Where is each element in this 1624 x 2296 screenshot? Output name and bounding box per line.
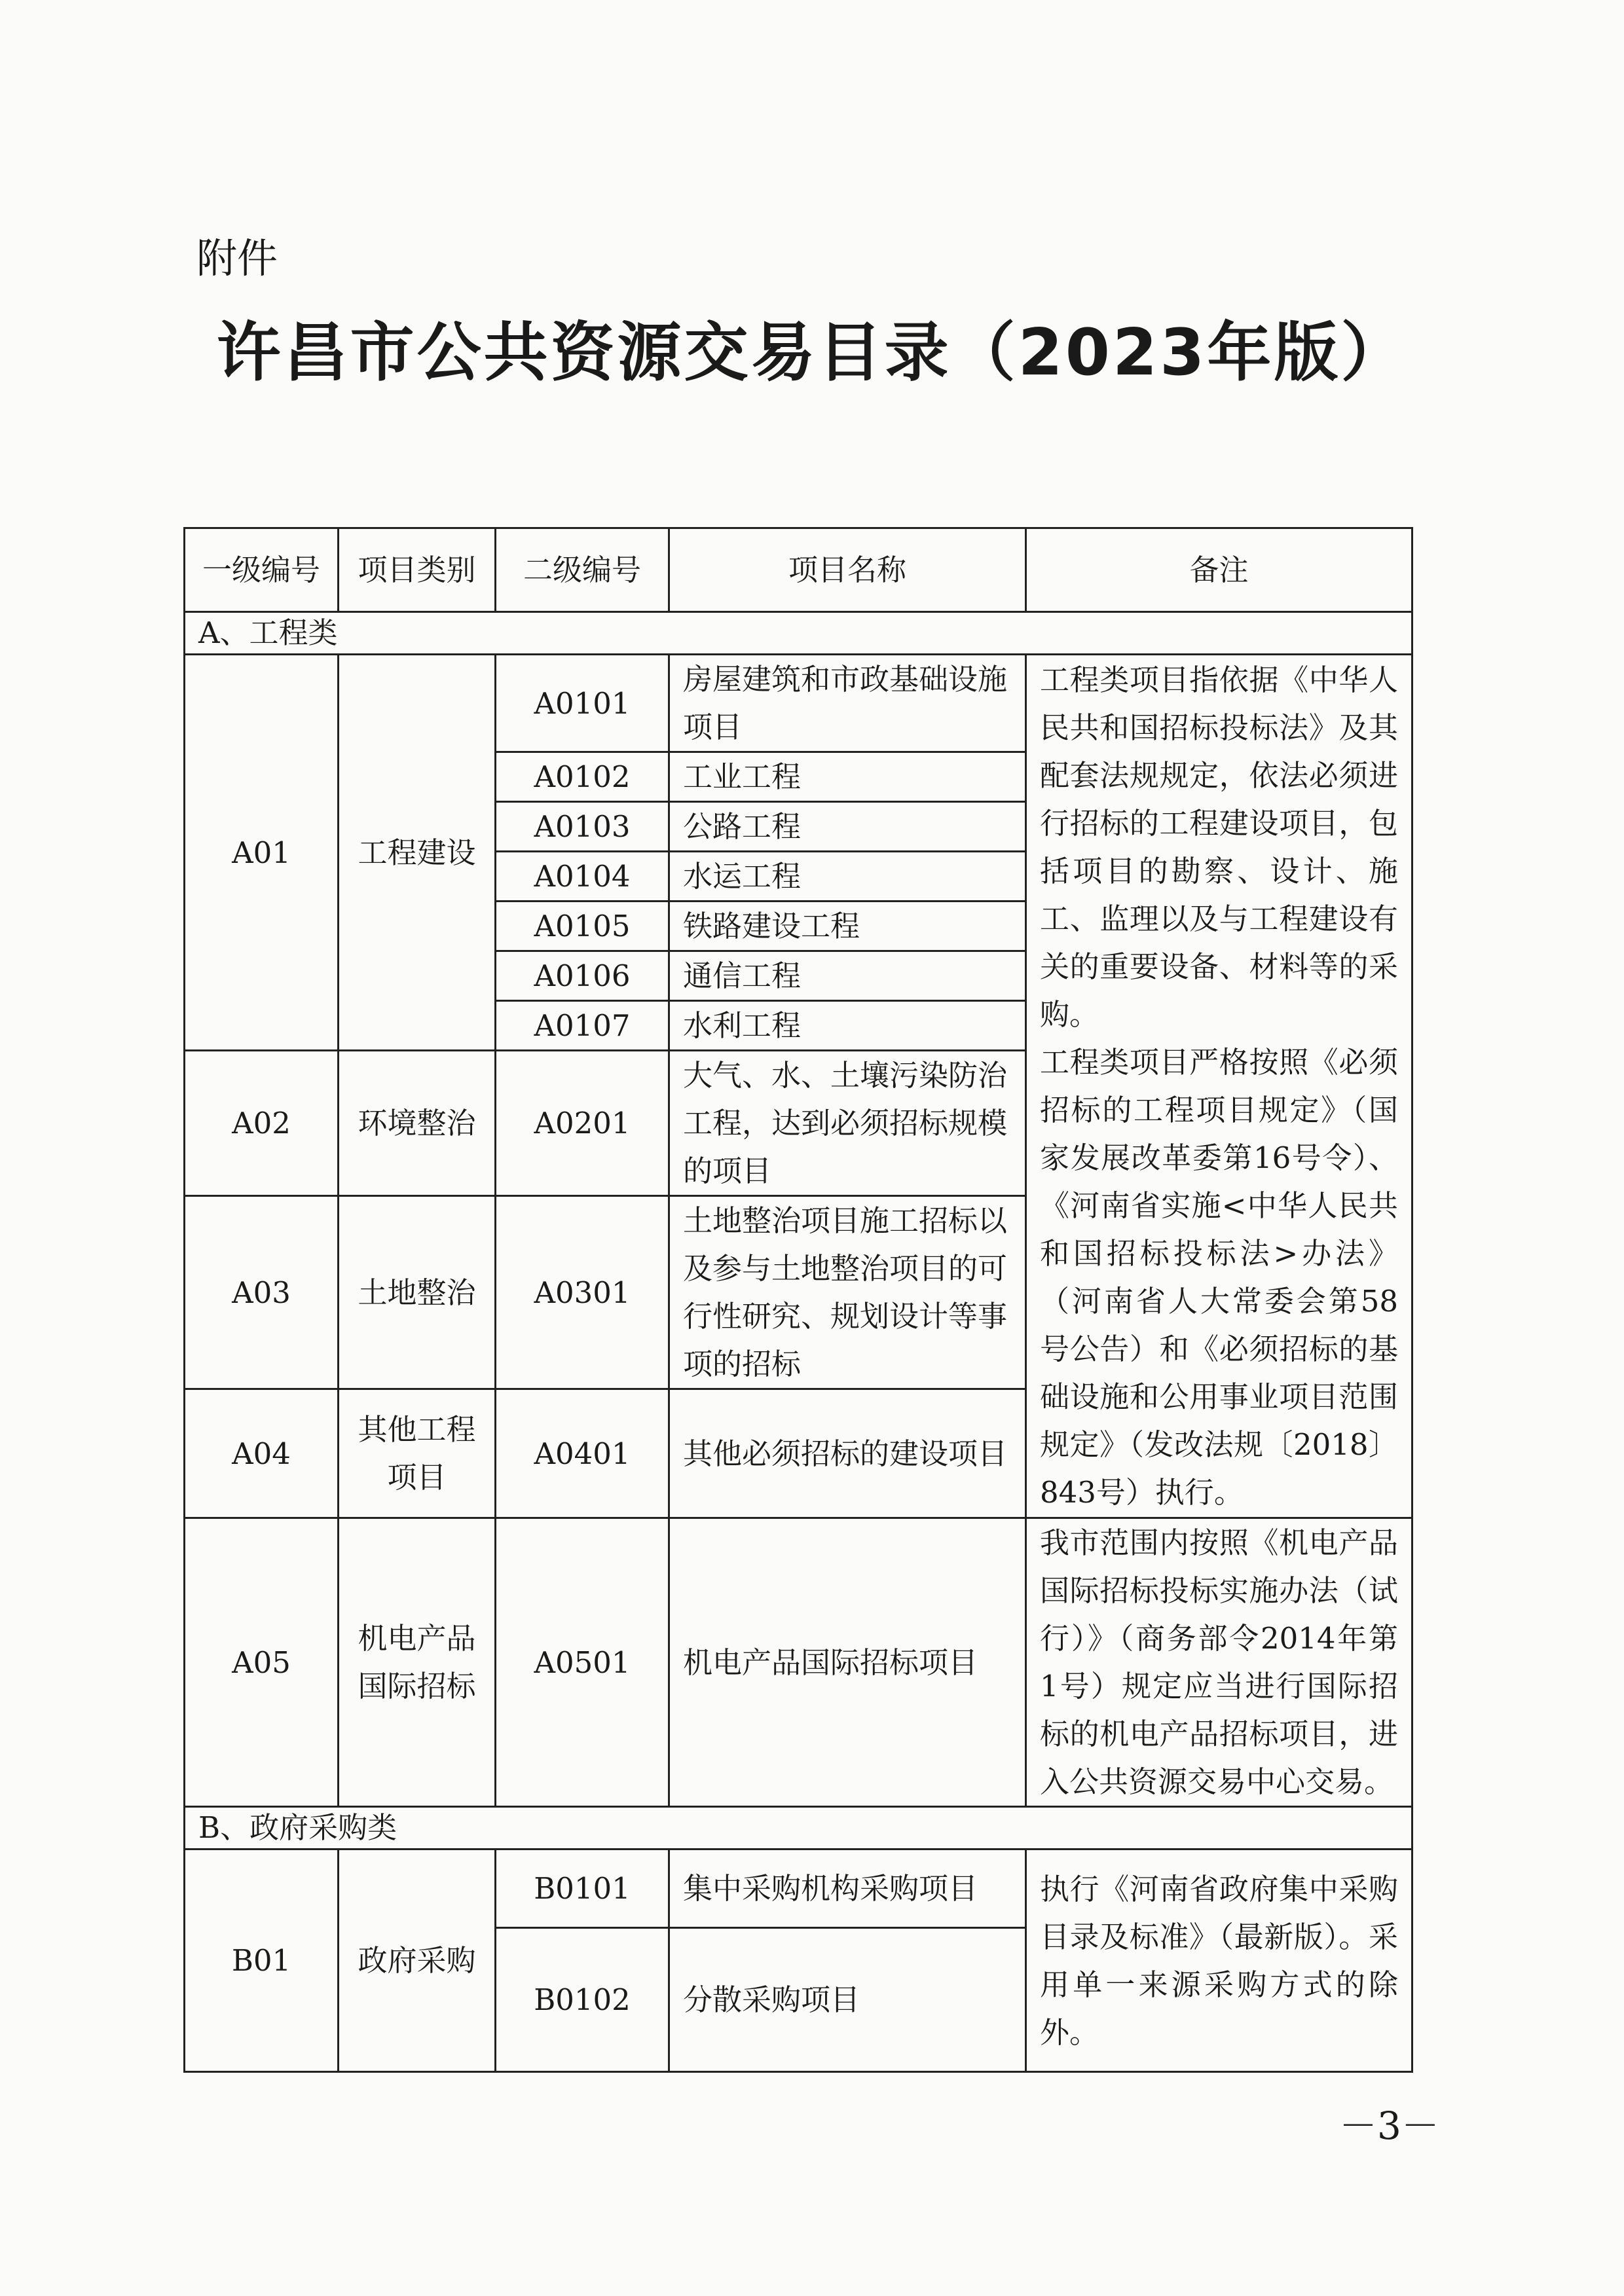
sub-code: B0102 xyxy=(496,1928,669,2072)
table-row xyxy=(185,1850,1412,1928)
a04-sub-code: A0401 xyxy=(496,1389,669,1518)
sub-code: A0101 xyxy=(496,655,669,752)
section-row-a xyxy=(185,612,1412,655)
b01-category: 政府采购 xyxy=(339,1850,496,2072)
a01-category: 工程建设 xyxy=(339,655,496,1051)
project-name: 公路工程 xyxy=(669,802,1026,852)
remarks-engineering xyxy=(1026,655,1412,1518)
page-number: －3－ xyxy=(1339,2104,1439,2148)
a05-sub-code: A0501 xyxy=(496,1518,669,1807)
sub-code: A0102 xyxy=(496,752,669,802)
header-category: 项目类别 xyxy=(339,528,496,612)
project-name: 集中采购机构采购项目 xyxy=(669,1850,1026,1928)
header-project-name: 项目名称 xyxy=(669,528,1026,612)
a02-category: 环境整治 xyxy=(339,1051,496,1196)
sub-code: B0101 xyxy=(496,1850,669,1928)
a04-code: A04 xyxy=(185,1389,339,1518)
project-name: 分散采购项目 xyxy=(669,1928,1026,2072)
project-name: 房屋建筑和市政基础设施项目 xyxy=(669,655,1026,752)
table-row xyxy=(185,1518,1412,1807)
sub-code: A0107 xyxy=(496,1001,669,1051)
table-row xyxy=(185,655,1412,752)
remarks-engineering-p1: 工程类项目指依据《中华人民共和国招标投标法》及其配套法规规定，依法必须进行招标的工程建设项目，包括项目的勘察、设计、施工、监理以及与工程建设有关的重要设备、材料等的采购。 xyxy=(1040,663,1398,1032)
a04-category: 其他工程项目 xyxy=(339,1389,496,1518)
b01-code: B01 xyxy=(185,1850,339,2072)
a03-project-name: 土地整治项目施工招标以及参与土地整治项目的可行性研究、规划设计等事项的招标 xyxy=(669,1196,1026,1389)
project-name: 水运工程 xyxy=(669,852,1026,902)
remarks-procurement: 执行《河南省政府集中采购目录及标准》（最新版）。采用单一来源采购方式的除外。 xyxy=(1026,1850,1412,2072)
project-name: 工业工程 xyxy=(669,752,1026,802)
header-level2-code: 二级编号 xyxy=(496,528,669,612)
a01-code: A01 xyxy=(185,655,339,1051)
project-name: 铁路建设工程 xyxy=(669,902,1026,951)
sub-code: A0103 xyxy=(496,802,669,852)
project-name: 水利工程 xyxy=(669,1001,1026,1051)
header-row xyxy=(185,528,1412,612)
a03-sub-code: A0301 xyxy=(496,1196,669,1389)
sub-code: A0106 xyxy=(496,951,669,1001)
a05-category: 机电产品国际招标 xyxy=(339,1518,496,1807)
remarks-engineering-p2: 工程类项目严格按照《必须招标的工程项目规定》（国家发展改革委第16号令）、《河南省实施<中华人民共和国招标投标法>办法》（河南省人大常委会第58号公告）和《必须招标的基础设施和公用事业项目范围规定》（发改法规〔2018〕843号）执行。 xyxy=(1040,1045,1398,1510)
a02-project-name: 大气、水、土壤污染防治工程，达到必须招标规模的项目 xyxy=(669,1051,1026,1196)
page-title: 许昌市公共资源交易目录（2023年版） xyxy=(216,316,1408,390)
section-row-b xyxy=(185,1807,1412,1850)
a02-code: A02 xyxy=(185,1051,339,1196)
a03-category: 土地整治 xyxy=(339,1196,496,1389)
catalog-table xyxy=(183,527,1413,2073)
sub-code: A0104 xyxy=(496,852,669,902)
a05-project-name: 机电产品国际招标项目 xyxy=(669,1518,1026,1807)
section-b-label: B、政府采购类 xyxy=(185,1807,1412,1850)
section-a-label: A、工程类 xyxy=(185,612,1412,655)
project-name: 通信工程 xyxy=(669,951,1026,1001)
a05-code: A05 xyxy=(185,1518,339,1807)
attachment-label: 附件 xyxy=(196,234,278,282)
a03-code: A03 xyxy=(185,1196,339,1389)
a04-project-name: 其他必须招标的建设项目 xyxy=(669,1389,1026,1518)
header-remarks: 备注 xyxy=(1026,528,1412,612)
a02-sub-code: A0201 xyxy=(496,1051,669,1196)
header-level1-code: 一级编号 xyxy=(185,528,339,612)
sub-code: A0105 xyxy=(496,902,669,951)
remarks-mechanical: 我市范围内按照《机电产品国际招标投标实施办法（试行）》（商务部令2014年第1号）规定应当进行国际招标的机电产品招标项目，进入公共资源交易中心交易。 xyxy=(1026,1518,1412,1807)
